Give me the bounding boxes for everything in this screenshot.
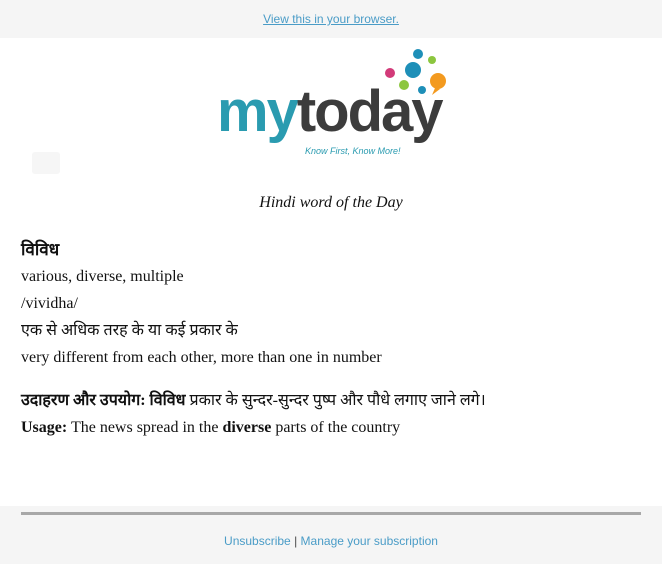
placeholder-image bbox=[32, 152, 60, 174]
footer-divider bbox=[21, 512, 641, 515]
usage-example bbox=[21, 414, 641, 441]
section-title: Hindi word of the Day bbox=[259, 194, 403, 211]
logo-tagline: Know First, Know More! bbox=[305, 146, 401, 156]
hindi-example-text: प्रकार के सुन्दर-सुन्दर पुष्प और पौधे लगाए जाने लगे। bbox=[189, 392, 486, 409]
word-pronunciation: /vividha/ bbox=[21, 295, 78, 312]
spacer bbox=[21, 371, 641, 387]
logo-today: today bbox=[296, 79, 442, 144]
hindi-definition: एक से अधिक तरह के या कई प्रकार के bbox=[21, 322, 238, 339]
word-content bbox=[21, 236, 641, 441]
unsubscribe-link[interactable]: Unsubscribe bbox=[224, 534, 291, 548]
hindi-example-word: विविध bbox=[149, 392, 186, 409]
mytoday-logo[interactable] bbox=[217, 48, 453, 158]
usage-text-after: parts of the country bbox=[275, 419, 401, 436]
hindi-word: विविध bbox=[21, 240, 60, 259]
logo-wordmark bbox=[217, 79, 442, 144]
manage-subscription-link[interactable]: Manage your subscription bbox=[300, 534, 438, 548]
hindi-example-label: उदाहरण और उपयोग: bbox=[21, 392, 146, 409]
view-in-browser-link[interactable]: View this in your browser. bbox=[263, 12, 399, 26]
top-bar bbox=[0, 0, 662, 38]
footer bbox=[0, 534, 662, 548]
logo-my: my bbox=[217, 79, 297, 144]
footer-separator: | bbox=[294, 534, 298, 548]
hindi-example bbox=[21, 387, 641, 414]
usage-word: diverse bbox=[222, 419, 272, 436]
english-definition: very different from each other, more than one in number bbox=[21, 349, 382, 366]
word-meanings: various, diverse, multiple bbox=[21, 268, 184, 285]
usage-text-before: The news spread in the bbox=[70, 419, 219, 436]
usage-label: Usage: bbox=[21, 419, 68, 436]
